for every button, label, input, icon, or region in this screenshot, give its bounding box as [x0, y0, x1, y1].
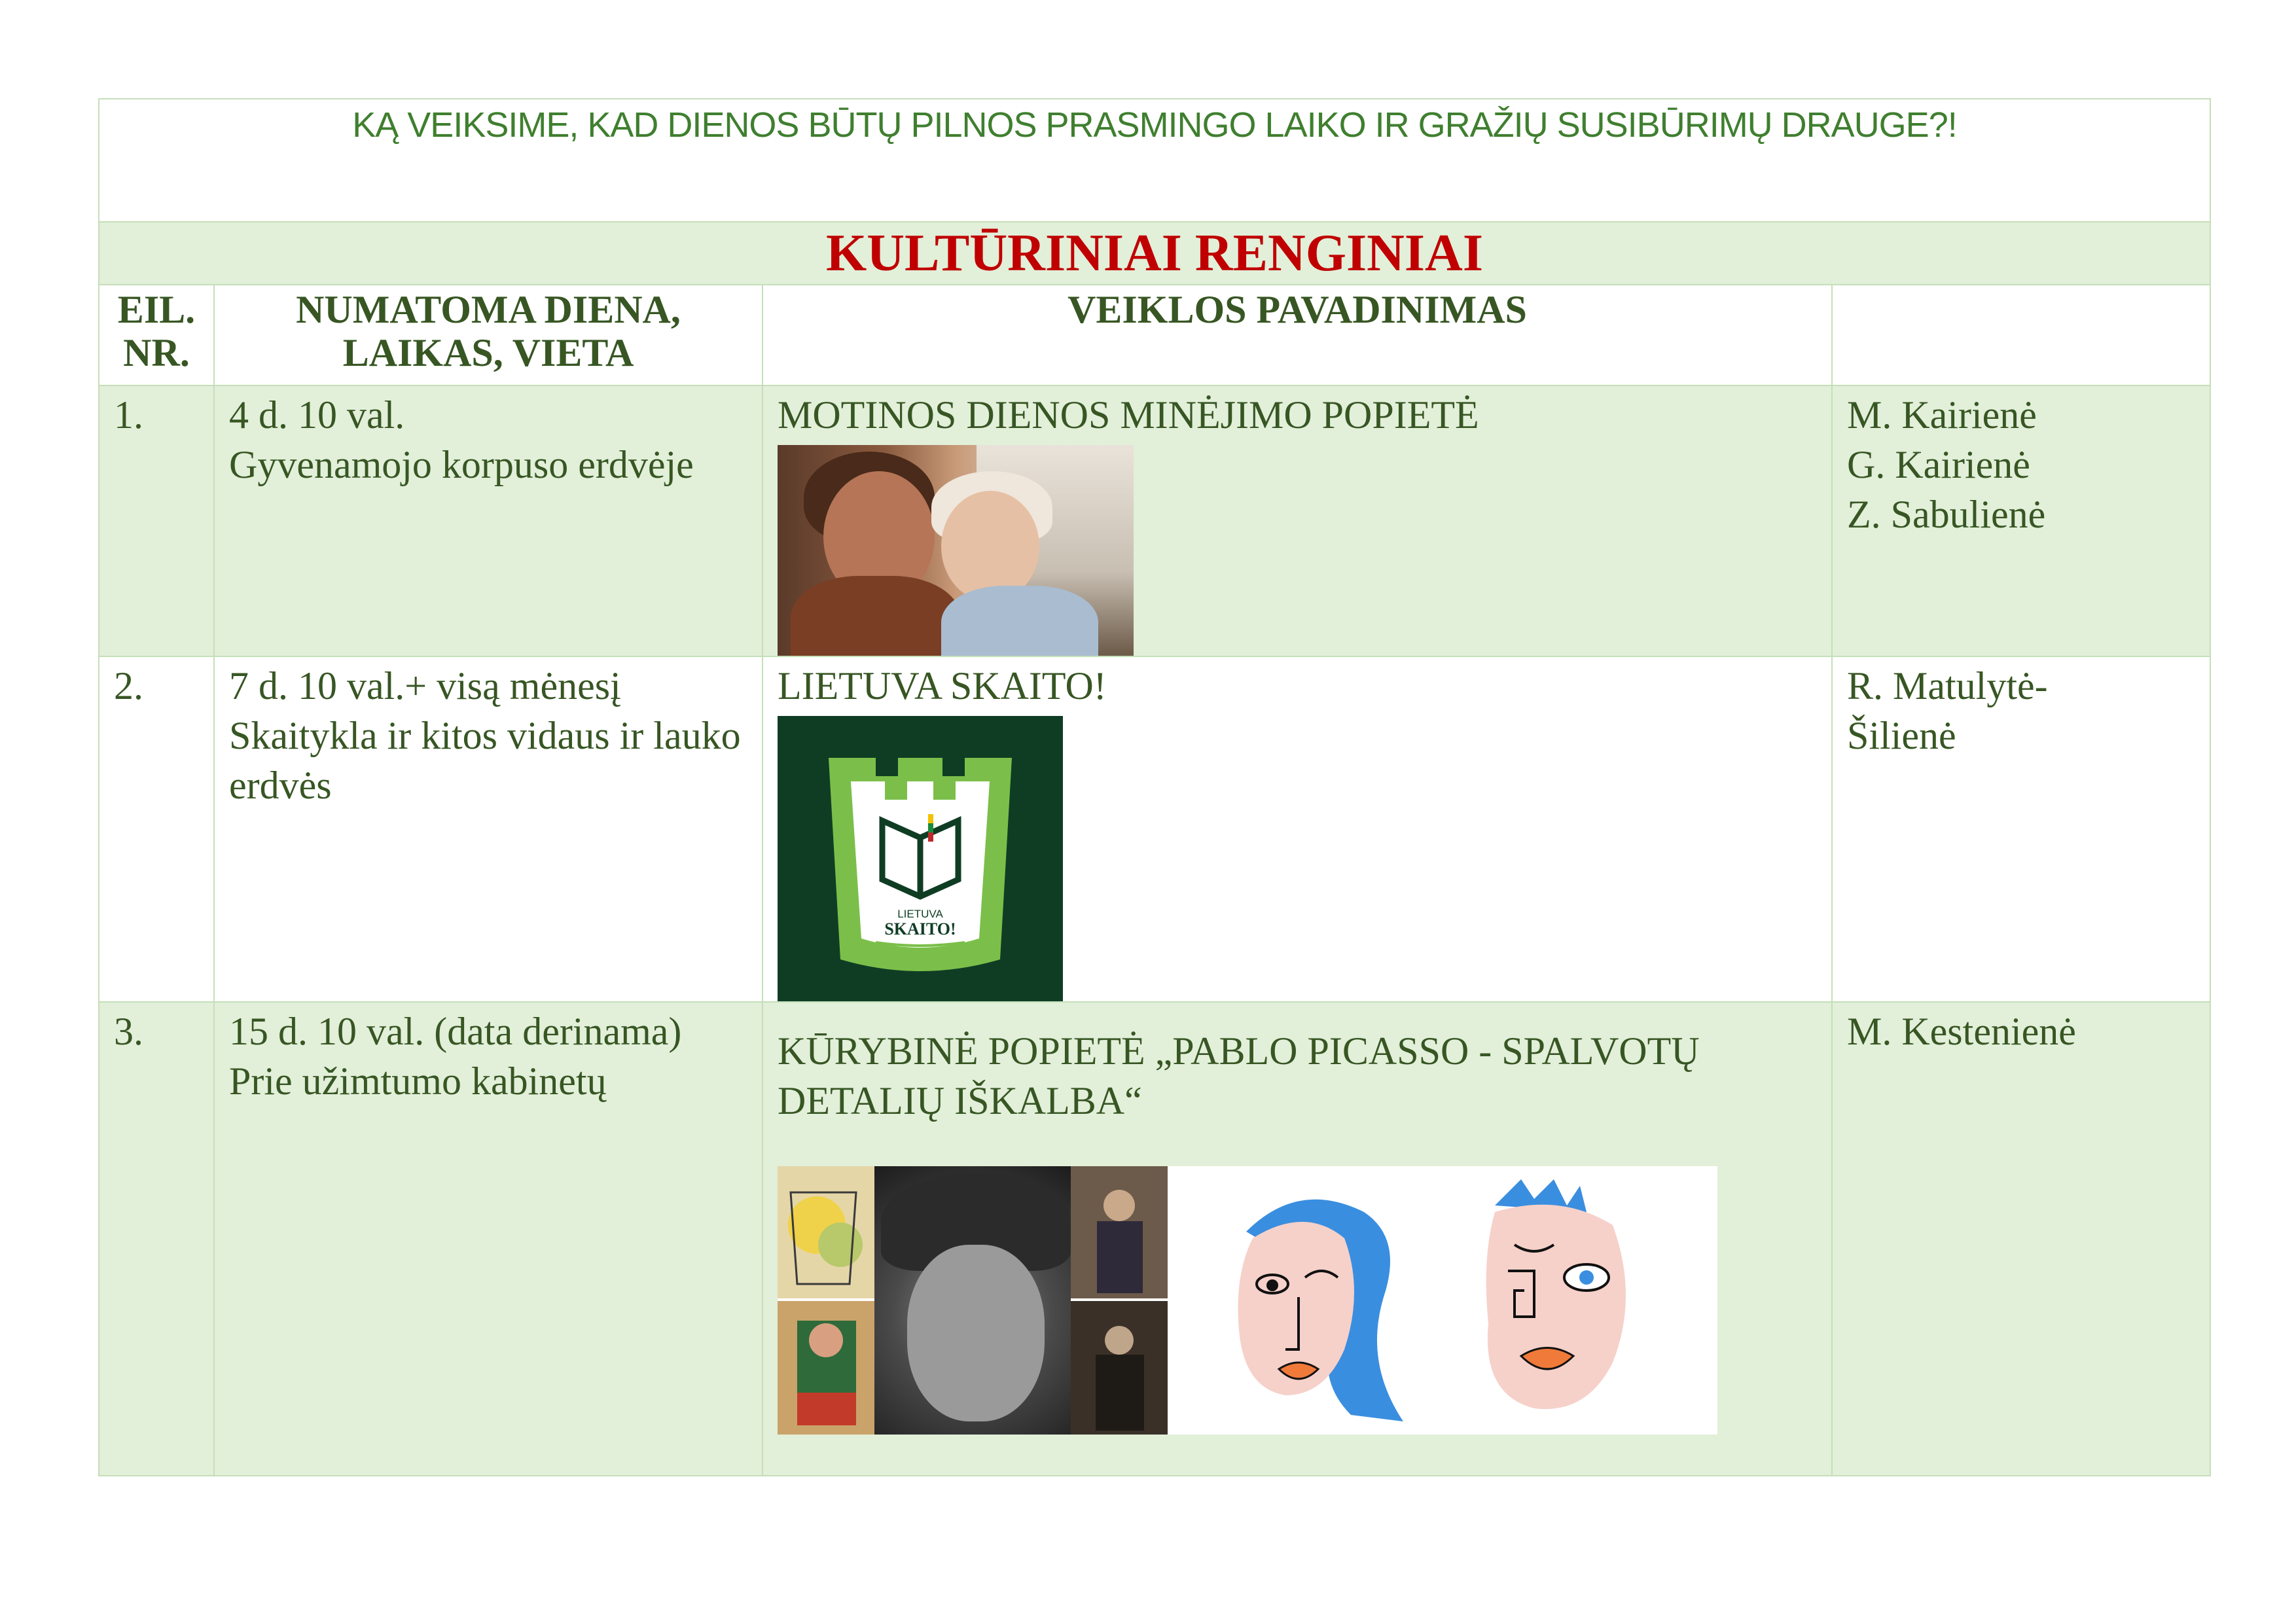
artist-portrait-photo	[874, 1166, 1071, 1435]
table-row	[99, 1002, 2210, 1476]
section-cell	[99, 222, 2210, 285]
banner-headline: KĄ VEIKSIME, KAD DIENOS BŪTŲ PILNOS PRASMINGO LAIKO IR GRAŽIŲ SUSIBŪRIMŲ DRAUGE?!	[352, 105, 1957, 145]
row-activity: MOTINOS DIENOS MINĖJIMO POPIETĖ	[778, 393, 1479, 437]
table-row	[99, 656, 2210, 1002]
logo-line2: SKAITO!	[884, 919, 956, 938]
header-activity-cell	[762, 285, 1832, 385]
responsible-person: Šilienė	[1847, 714, 1956, 757]
row-activity-cell	[762, 656, 1832, 1002]
row-responsible-cell	[1832, 1002, 2210, 1476]
line-art-faces	[1168, 1166, 1704, 1435]
row-when-cell	[214, 1002, 762, 1476]
events-table	[98, 98, 2211, 1476]
row-activity: LIETUVA SKAITO!	[778, 664, 1107, 707]
responsible-person: Z. Sabulienė	[1847, 493, 2046, 536]
section-title: KULTŪRINIAI RENGINIAI	[826, 224, 1483, 282]
events-sheet	[98, 98, 2210, 1476]
row-when: 15 d. 10 val. (data derinama)	[229, 1010, 682, 1053]
header-nr-cell	[99, 285, 214, 385]
painting-tile	[1071, 1166, 1168, 1301]
table-row	[99, 385, 2210, 656]
row-nr: 2.	[114, 664, 143, 707]
table-header-row	[99, 285, 2210, 385]
row-when-cell	[214, 385, 762, 656]
row-responsible-cell	[1832, 656, 2210, 1002]
row-nr-cell	[99, 656, 214, 1002]
mother-daughter-photo	[778, 445, 1134, 656]
row-place: Gyvenamojo korpuso erdvėje	[229, 443, 694, 486]
row-when-cell	[214, 656, 762, 1002]
row-responsible-cell	[1832, 385, 2210, 656]
row-nr: 3.	[114, 1010, 143, 1053]
picasso-collage	[778, 1166, 1717, 1435]
responsible-person: M. Kairienė	[1847, 393, 2037, 437]
header-when-cell	[214, 285, 762, 385]
header-when: NUMATOMA DIENA, LAIKAS, VIETA	[296, 288, 681, 374]
row-nr-cell	[99, 385, 214, 656]
header-nr: EIL. NR.	[117, 288, 196, 374]
banner-cell	[99, 99, 2210, 222]
painting-tile	[778, 1301, 874, 1435]
row-when: 4 d. 10 val.	[229, 393, 405, 437]
header-responsible-cell	[1832, 285, 2210, 385]
responsible-person: M. Kestenienė	[1847, 1010, 2076, 1053]
header-activity: VEIKLOS PAVADINIMAS	[1067, 288, 1527, 331]
header-responsible	[1833, 285, 2210, 288]
row-nr-cell	[99, 1002, 214, 1476]
responsible-person: G. Kairienė	[1847, 443, 2030, 486]
logo-line1: LIETUVA	[897, 908, 943, 920]
row-activity-cell	[762, 1002, 1832, 1476]
row-place: Prie užimtumo kabinetų	[229, 1060, 607, 1103]
row-activity: KŪRYBINĖ POPIETĖ „PABLO PICASSO - SPALVOTŲ DETALIŲ IŠKALBA“	[778, 1029, 1700, 1122]
row-nr: 1.	[114, 393, 143, 437]
lietuva-skaito-logo	[778, 716, 1063, 1001]
responsible-person: R. Matulytė-	[1847, 664, 2048, 707]
row-when: 7 d. 10 val.+ visą mėnesį	[229, 664, 621, 707]
row-place: Skaitykla ir kitos vidaus ir lauko erdvės	[229, 714, 741, 807]
row-activity-cell	[762, 385, 1832, 656]
painting-tile	[778, 1166, 874, 1301]
painting-tile	[1071, 1301, 1168, 1435]
